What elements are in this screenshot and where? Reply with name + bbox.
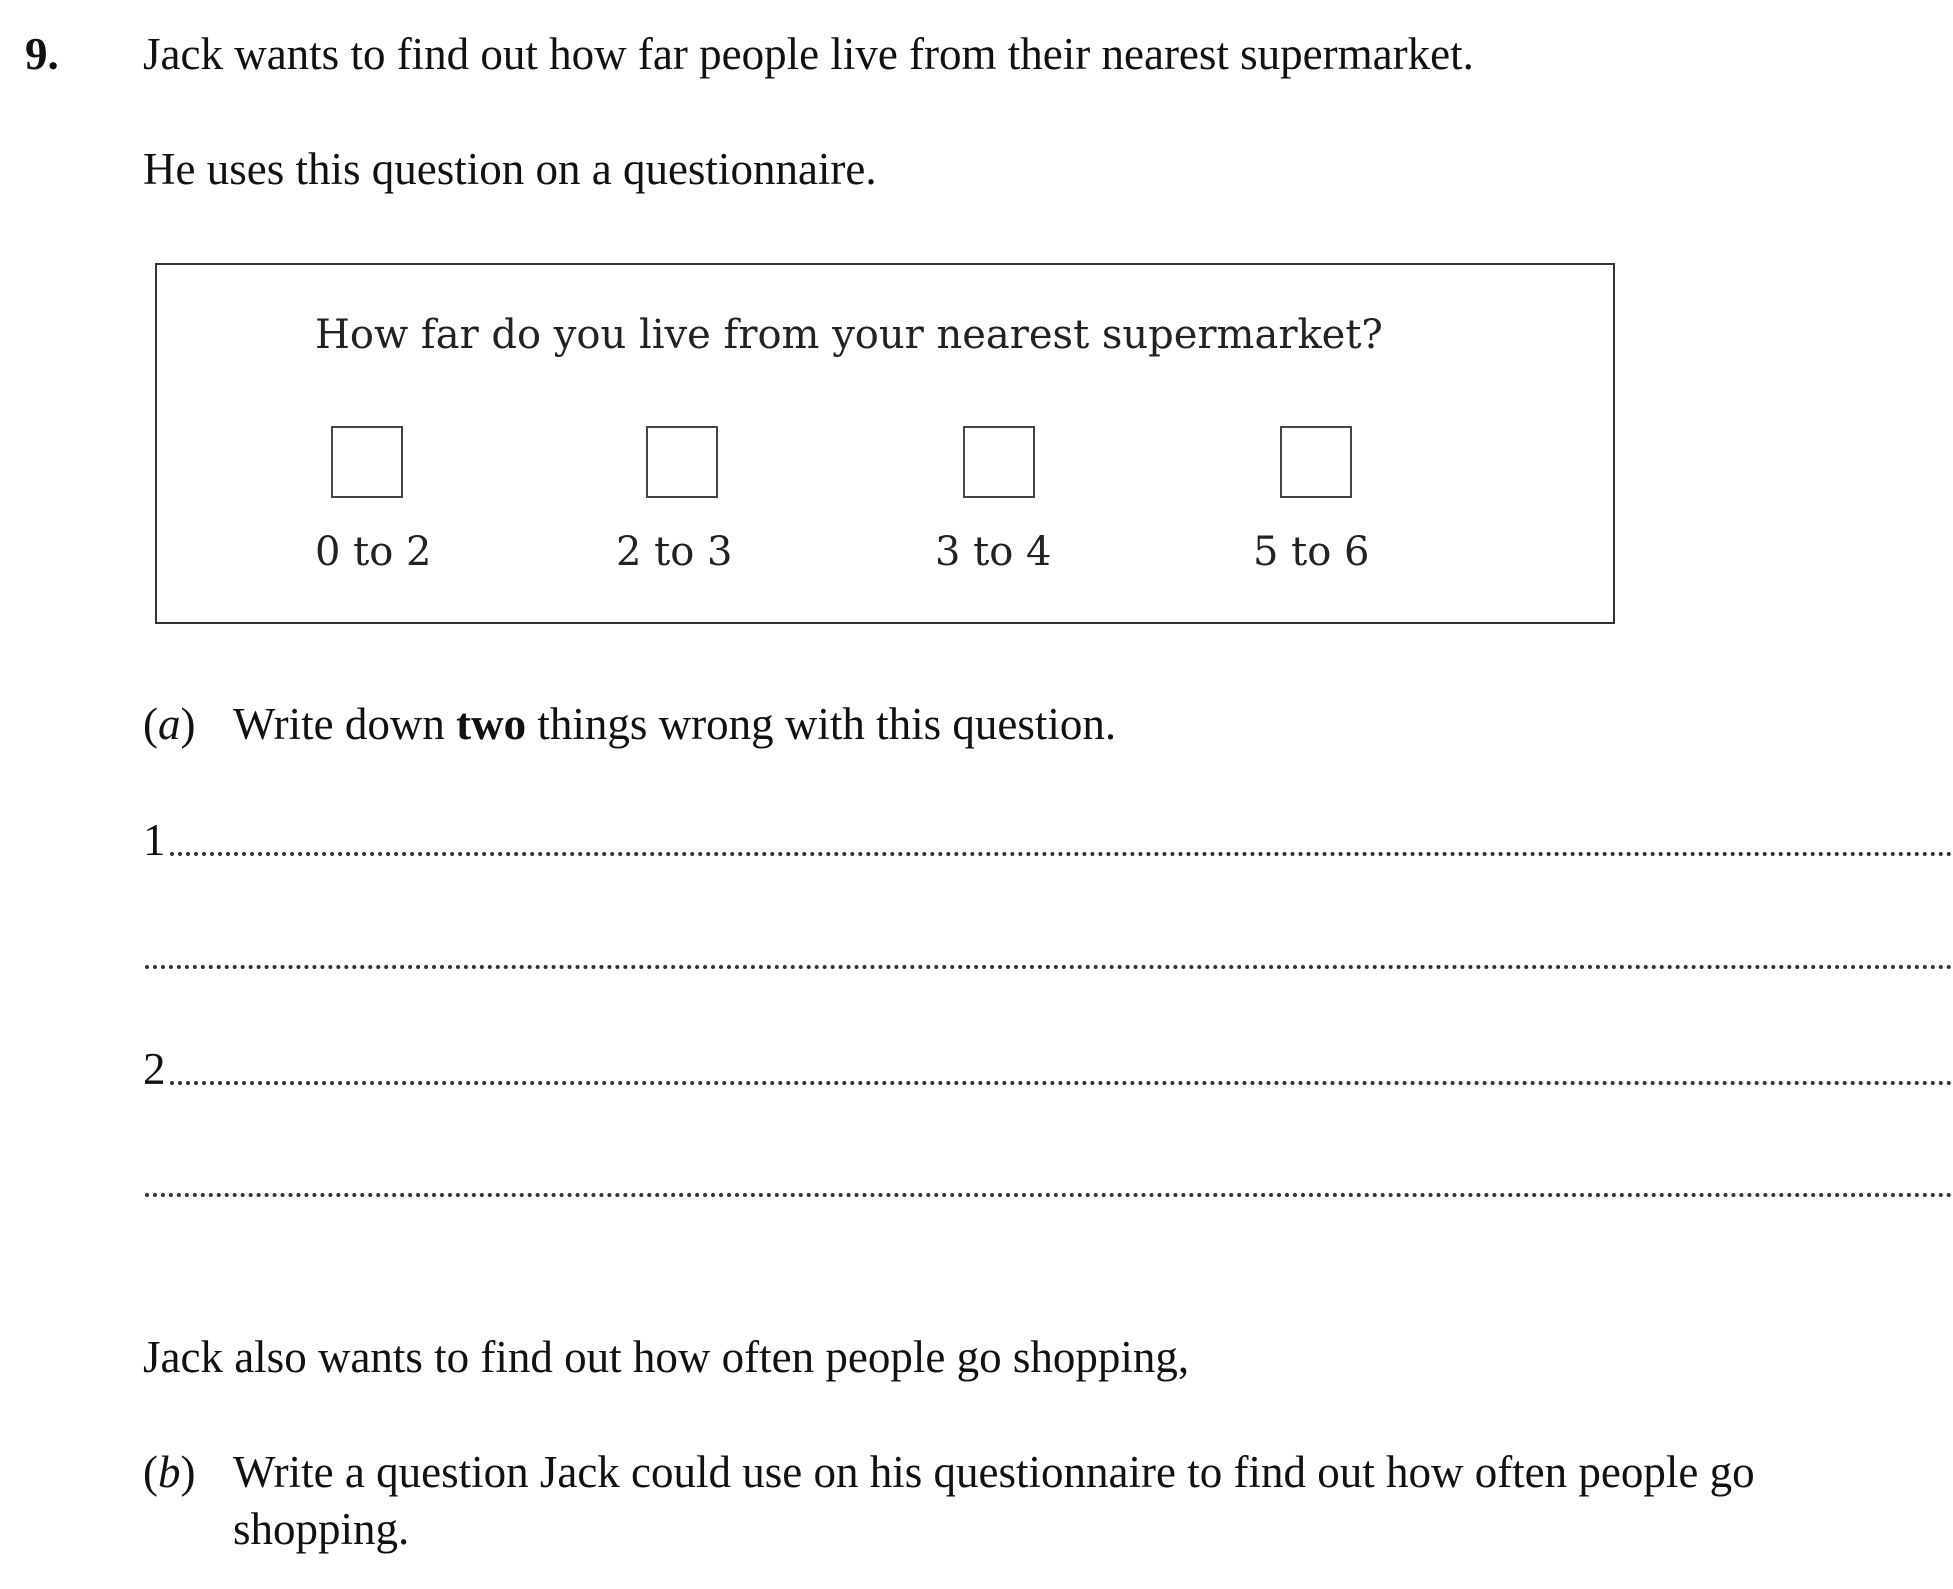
- option-label-0-to-2: 0 to 2: [315, 529, 432, 575]
- answer-number-1: 1: [143, 815, 166, 865]
- option-label-3-to-4: 3 to 4: [935, 529, 1052, 575]
- answer-line-1a[interactable]: [170, 852, 1953, 856]
- option-checkbox-0-to-2[interactable]: [331, 426, 403, 498]
- part-a-instruction: Write down two things wrong with this question.: [233, 699, 1117, 749]
- question-intro-line-2: He uses this question on a questionnaire.: [143, 144, 877, 194]
- answer-number-2: 2: [143, 1044, 166, 1094]
- part-a-label: (a): [143, 699, 196, 749]
- option-checkbox-2-to-3[interactable]: [646, 426, 718, 498]
- option-checkbox-5-to-6[interactable]: [1280, 426, 1352, 498]
- question-number: 9.: [25, 29, 59, 79]
- questionnaire-box: [155, 263, 1615, 624]
- answer-line-2a[interactable]: [170, 1081, 1953, 1085]
- questionnaire-prompt: How far do you live from your nearest supermarket?: [315, 312, 1383, 358]
- part-b-instruction-line-2: shopping.: [233, 1504, 410, 1554]
- part-b-intro: Jack also wants to find out how often people go shopping,: [143, 1332, 1190, 1382]
- option-label-5-to-6: 5 to 6: [1253, 529, 1370, 575]
- answer-line-2b[interactable]: [145, 1193, 1953, 1197]
- option-checkbox-3-to-4[interactable]: [963, 426, 1035, 498]
- emphasis-two: two: [456, 699, 527, 749]
- part-b-label: (b): [143, 1447, 196, 1497]
- answer-line-1b[interactable]: [145, 965, 1953, 969]
- question-intro-line-1: Jack wants to find out how far people live from their nearest supermarket.: [143, 29, 1474, 79]
- option-label-2-to-3: 2 to 3: [616, 529, 733, 575]
- part-b-instruction-line-1: Write a question Jack could use on his questionnaire to find out how often people go: [233, 1447, 1755, 1497]
